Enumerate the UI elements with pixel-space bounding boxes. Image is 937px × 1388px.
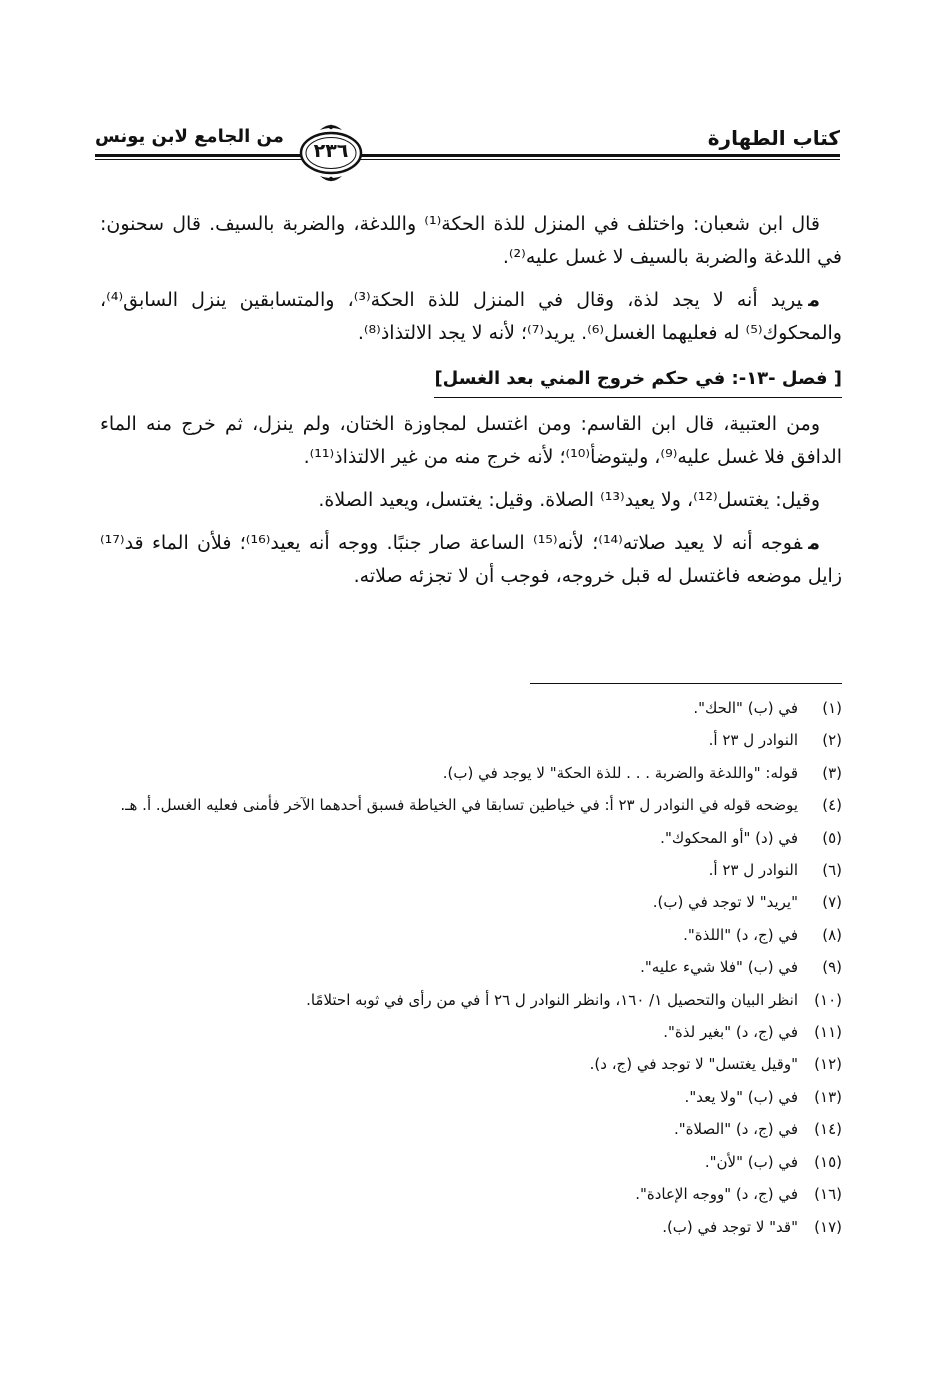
footnote-number: (١٧) <box>814 1217 842 1236</box>
footnote-text: "وقيل يغتسل" لا توجد في (ج، د). <box>589 1055 798 1074</box>
footnote-text: في (ب) "لأن". <box>704 1152 798 1171</box>
footnote-item <box>120 1016 842 1048</box>
footnote-item <box>120 1211 842 1243</box>
paragraph-5 <box>100 527 842 593</box>
footnote-text: يوضحه قوله في النوادر ل ٢٣ أ: في خياطين تسابقا في الخياطة فسبق أحدهما الآخر فأمنى فعليه الغسل. أ. هـ. <box>120 796 798 815</box>
footnote-number: (١٣) <box>814 1087 842 1106</box>
footnote-text: النوادر ل ٢٣ أ. <box>708 861 798 880</box>
footnote-number: (٥) <box>822 828 842 847</box>
footnote-text: في (ب) "ولا يعد". <box>684 1087 798 1106</box>
footnote-number: (٧) <box>822 893 842 912</box>
footnote-text: النوادر ل ٢٣ أ. <box>708 731 798 750</box>
footnote-number: (١١) <box>814 1023 842 1042</box>
paragraph-5-text: فوجه أنه لا يعيد صلاته⁽¹⁴⁾؛ لأنه⁽¹⁵⁾ الساعة صار جنبًا. ووجه أنه يعيد⁽¹⁶⁾؛ فلأن الماء قد⁽¹⁷⁾ زايل موضعه فاغتسل له قبل خروجه، فوجب أن لا تجزئه صلاته. <box>100 532 842 587</box>
footnote-item <box>120 951 842 983</box>
page-header <box>95 118 840 188</box>
footnote-number: (١) <box>822 699 842 717</box>
footnote-text: في (د) "أو المحكوك". <box>660 828 798 847</box>
footnote-text: في (ب) "الحك". <box>693 699 798 717</box>
footnote-item <box>120 919 842 951</box>
header-rule-thin <box>95 159 840 160</box>
paragraph-4: وقيل: يغتسل⁽¹²⁾، ولا يعيد⁽¹³⁾ الصلاة. وقيل: يغتسل، ويعيد الصلاة. <box>318 489 820 511</box>
footnote-number: (٤) <box>822 796 842 815</box>
footnote-number: (١٥) <box>814 1152 842 1171</box>
footnote-item <box>120 1048 842 1080</box>
footnote-item <box>120 854 842 886</box>
footnote-text: في (ج، د) "ووجه الإعادة". <box>635 1185 798 1204</box>
footnote-item <box>120 886 842 918</box>
paragraph-1: قال ابن شعبان: واختلف في المنزل للذة الحكة⁽¹⁾ واللدغة، والضربة بالسيف. قال سحنون: في اللدغة والضربة بالسيف لا غسل عليه⁽²⁾. <box>100 213 842 268</box>
footnote-item <box>120 1146 842 1178</box>
footnote-text: في (ب) "فلا شيء عليه". <box>640 958 798 977</box>
main-text <box>100 208 842 603</box>
footnote-text: قوله: "واللدغة والضربة . . . للذة الحكة" لا يوجد في (ب). <box>442 763 798 782</box>
footnote-item <box>120 822 842 854</box>
footnote-item <box>120 1113 842 1145</box>
footnote-item <box>120 984 842 1016</box>
footnotes-list <box>120 692 842 1243</box>
footnote-number: (٨) <box>822 925 842 944</box>
header-rule <box>95 154 840 157</box>
page-number: ٢٣٦ <box>313 140 349 162</box>
footnote-number: (١٤) <box>814 1120 842 1139</box>
paragraph-2-text: يريد أنه لا يجد لذة، وقال في المنزل للذة الحكة⁽³⁾، والمتسابقين ينزل السابق⁽⁴⁾، والمحكوك⁽⁵⁾ له فعليهما الغسل⁽⁶⁾. يريد⁽⁷⁾؛ لأنه لا يجد الالتذاذ⁽⁸⁾. <box>100 289 842 344</box>
paragraph-2 <box>100 284 842 350</box>
footnote-text: "يريد" لا توجد في (ب). <box>652 893 798 912</box>
work-title: من الجامع لابن يونس <box>95 126 292 147</box>
footnote-item <box>120 757 842 789</box>
paragraph-marker: م <box>808 532 820 554</box>
footnote-number: (٦) <box>822 861 842 880</box>
footnote-number: (١٦) <box>814 1185 842 1204</box>
footnote-text: في (ج، د) "اللذة". <box>683 925 798 944</box>
footnote-number: (١٢) <box>814 1055 842 1074</box>
footnote-item <box>120 724 842 756</box>
footnote-text: في (ج، د) "الصلاة". <box>673 1120 798 1139</box>
paragraph-3: ومن العتبية، قال ابن القاسم: ومن اغتسل لمجاوزة الختان، ولم ينزل، ثم خرج منه الماء الدافق فلا غسل عليه⁽⁹⁾، وليتوضأ⁽¹⁰⁾؛ لأنه خرج منه من غير الالتذاذ⁽¹¹⁾. <box>100 413 842 468</box>
book-title: كتاب الطهارة <box>700 126 840 150</box>
footnote-number: (٣) <box>822 763 842 782</box>
footnote-divider <box>530 683 842 684</box>
section-heading: [ فصل -١٣-: في حكم خروج المني بعد الغسل] <box>434 362 842 398</box>
footnote-text: انظر البيان والتحصيل ١/ ١٦٠، وانظر النوادر ل ٢٦ أ في من رأى في ثوبه احتلامًا. <box>306 990 798 1009</box>
footnote-item <box>120 1178 842 1210</box>
footnote-number: (١٠) <box>814 990 842 1009</box>
footnote-number: (٩) <box>822 958 842 977</box>
page-number-ornament <box>298 120 364 182</box>
footnote-text: في (ج، د) "بغير لذة". <box>663 1023 798 1042</box>
footnote-item <box>120 692 842 724</box>
footnote-text: "قد" لا توجد في (ب). <box>662 1217 798 1236</box>
paragraph-marker: م <box>808 289 820 311</box>
footnote-item <box>120 789 842 821</box>
footnote-item <box>120 1081 842 1113</box>
footnote-number: (٢) <box>822 731 842 750</box>
